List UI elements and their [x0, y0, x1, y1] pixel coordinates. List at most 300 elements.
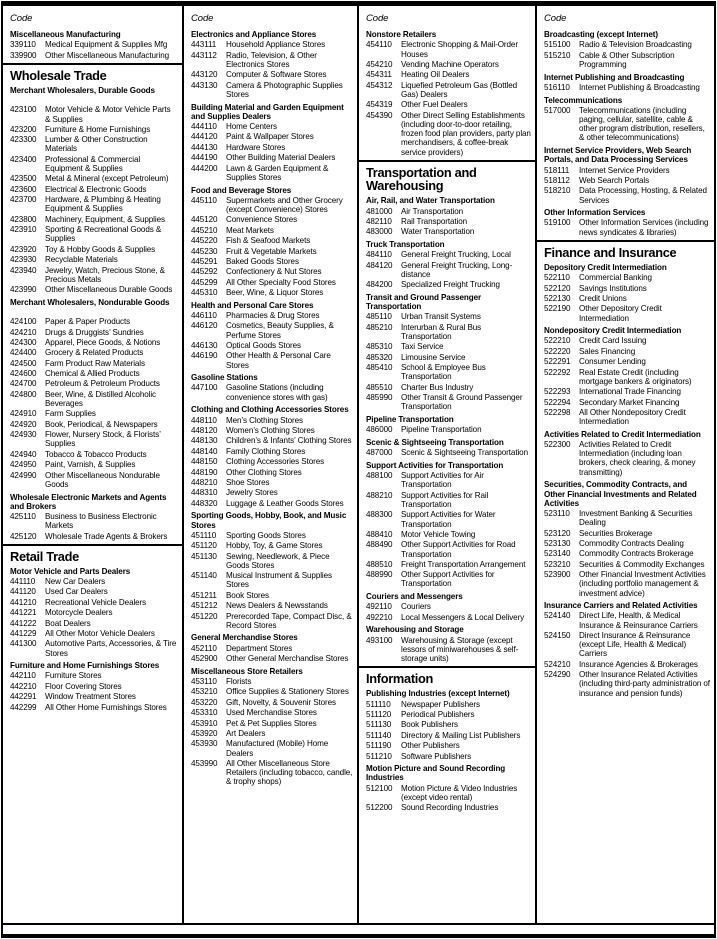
subsection-heading: Sporting Goods, Hobby, Book, and Music Stores — [191, 511, 347, 530]
code-entry — [544, 387, 710, 396]
entry-code: 423200 — [10, 124, 37, 134]
code-entry — [366, 261, 531, 279]
entry-description: Baked Goods Stores — [226, 256, 299, 266]
entry-code: 523210 — [544, 559, 571, 569]
entry-description: Beer, Wine, & Liquor Stores — [226, 288, 324, 298]
code-entry — [366, 227, 531, 236]
code-entry — [544, 218, 710, 236]
entry-code: 517000 — [544, 105, 571, 115]
entry-code: 339900 — [10, 50, 37, 60]
code-entry — [10, 215, 178, 224]
code-entry — [191, 257, 353, 266]
code-entry — [366, 342, 531, 351]
code-entry — [191, 383, 353, 401]
entry-description: Window Treatment Stores — [45, 692, 136, 702]
entry-description: Used Merchandise Stores — [226, 708, 317, 718]
code-entry — [191, 341, 353, 350]
entry-description: Farm Product Raw Materials — [45, 358, 145, 368]
entry-description: Other Health & Personal Care Stores — [226, 351, 331, 370]
code-entry — [10, 619, 178, 628]
entry-description: Jewelry, Watch, Precious Stone, & Precious Metals — [45, 265, 165, 284]
entry-description: Luggage & Leather Goods Stores — [226, 498, 344, 508]
entry-code: 512100 — [366, 783, 393, 793]
entry-code: 441222 — [10, 618, 37, 628]
subsection-heading: Nondepository Credit Intermediation — [544, 326, 682, 336]
entry-code: 511130 — [366, 720, 392, 730]
codes-page — [1, 1, 716, 938]
entry-description: Liquefied Petroleum Gas (Bottled Gas) Dealers — [401, 80, 518, 99]
entry-description: Pet & Pet Supplies Stores — [226, 718, 317, 728]
entry-code: 522294 — [544, 397, 571, 407]
entry-code: 443120 — [191, 70, 218, 80]
entry-code: 339110 — [10, 40, 36, 50]
entry-code: 445110 — [191, 195, 217, 205]
entry-description: All Other Nondepository Credit Intermediation — [579, 407, 686, 427]
entry-description: Gift, Novelty, & Souvenir Stores — [226, 697, 337, 707]
entry-description: Petroleum & Petroleum Products — [45, 379, 160, 389]
entry-description: Other Transit & Ground Passenger Transportation — [401, 393, 523, 412]
subsection-heading: Publishing Industries (except Internet) — [366, 689, 510, 699]
code-entry — [10, 285, 178, 294]
code-entry — [10, 420, 178, 429]
code-entry — [544, 166, 710, 175]
code-entry — [366, 70, 531, 79]
entry-code: 441120 — [10, 587, 36, 597]
entry-code: 424400 — [10, 348, 37, 358]
entry-description: Other Miscellaneous Durable Goods — [45, 285, 173, 295]
entry-code: 485310 — [366, 342, 393, 352]
entry-description: Other Building Material Dealers — [226, 153, 336, 163]
subsection-heading: Support Activities for Transportation — [366, 460, 504, 470]
code-entry — [544, 529, 710, 538]
code-entry — [10, 460, 178, 469]
code-entry — [191, 81, 353, 99]
entry-description: Sporting & Recreational Goods & Supplies — [45, 225, 162, 244]
code-entry — [191, 499, 353, 508]
entry-description: School & Employee Bus Transportation — [401, 363, 486, 382]
entry-code: 445220 — [191, 236, 218, 246]
code-entry — [191, 164, 353, 182]
entry-description: Paper & Paper Products — [45, 317, 131, 327]
code-entry — [191, 531, 353, 540]
entry-description: Directory & Mailing List Publishers — [401, 730, 521, 740]
code-entry — [366, 393, 531, 411]
entry-description: Office Supplies & Stationery Stores — [226, 687, 349, 697]
entry-description: Other Financial Investment Activities (including portfolio management & investment advice) — [579, 570, 706, 598]
code-entry — [366, 613, 531, 622]
entry-code: 448320 — [191, 498, 218, 508]
entry-description: Internet Publishing & Broadcasting — [579, 82, 700, 92]
entry-code: 448110 — [191, 415, 217, 425]
code-entry — [544, 273, 710, 282]
entry-code: 445299 — [191, 277, 218, 287]
sector-heading: Finance and Insurance — [544, 244, 677, 260]
code-entry — [191, 70, 353, 79]
subsection-heading: Couriers and Messengers — [366, 592, 463, 602]
entry-description: Metal & Mineral (except Petroleum) — [45, 174, 169, 184]
entry-code: 451130 — [191, 551, 217, 561]
code-entry — [366, 425, 531, 434]
entry-description: Specialized Freight Trucking — [401, 280, 500, 290]
entry-description: News Dealers & Newsstands — [226, 601, 328, 611]
entry-code: 454210 — [366, 60, 393, 69]
entry-code: 482110 — [366, 217, 392, 227]
code-entry — [10, 174, 178, 183]
code-entry — [366, 510, 531, 528]
code-entry — [10, 512, 178, 530]
entry-code: 522300 — [544, 440, 571, 450]
entry-code: 423990 — [10, 285, 37, 295]
entry-description: All Other Motor Vehicle Dealers — [45, 628, 155, 638]
entry-code: 424940 — [10, 449, 37, 459]
code-entry — [366, 250, 531, 259]
code-entry — [10, 225, 178, 243]
entry-code: 448210 — [191, 477, 218, 487]
entry-code: 423930 — [10, 255, 37, 265]
subsection-heading: Pipeline Transportation — [366, 415, 454, 425]
code-entry — [191, 51, 353, 69]
entry-code: 485990 — [366, 393, 393, 403]
entry-description: Support Activities for Air Transportation — [401, 471, 484, 490]
entry-code: 446130 — [191, 340, 218, 350]
entry-code: 441300 — [10, 639, 37, 649]
entry-description: Local Messengers & Local Delivery — [401, 612, 525, 622]
entry-code: 485320 — [366, 352, 393, 362]
code-entry — [544, 570, 710, 598]
entry-code: 488990 — [366, 570, 393, 580]
code-entry — [191, 416, 353, 425]
code-entry — [544, 560, 710, 569]
subsection-heading: Internet Service Providers, Web Search Portals, and Data Processing Services — [544, 146, 692, 165]
entry-description: Boat Dealers — [45, 618, 91, 628]
section-divider — [3, 544, 182, 546]
code-entry — [10, 587, 178, 596]
entry-code: 446110 — [191, 311, 217, 320]
entry-description: Support Activities for Water Transportation — [401, 510, 496, 529]
code-entry — [191, 153, 353, 162]
subsection-heading: Wholesale Electronic Markets and Agents and Brokers — [10, 492, 167, 511]
code-entry — [366, 491, 531, 509]
code-entry — [366, 803, 531, 812]
code-entry — [366, 540, 531, 558]
entry-code: 512200 — [366, 803, 393, 813]
code-entry — [191, 601, 353, 610]
entry-code: 423500 — [10, 174, 37, 184]
code-entry — [191, 591, 353, 600]
entry-description: Jewelry Stores — [226, 488, 278, 498]
code-entry — [191, 321, 353, 339]
sector-heading: Transportation and Warehousing — [366, 164, 477, 194]
entry-description: Other General Merchandise Stores — [226, 654, 349, 664]
entry-description: Motorcycle Dealers — [45, 608, 113, 618]
entry-code: 442110 — [10, 671, 36, 681]
column-2 — [184, 6, 359, 923]
code-entry — [366, 530, 531, 539]
entry-code: 424950 — [10, 460, 37, 470]
entry-code: 486000 — [366, 425, 393, 435]
entry-description: All Other Home Furnishings Stores — [45, 702, 167, 712]
entry-description: Pipeline Transportation — [401, 425, 482, 435]
code-entry — [10, 532, 178, 541]
entry-description: Newspaper Publishers — [401, 699, 480, 709]
entry-code: 424100 — [10, 317, 37, 327]
entry-description: All Other Miscellaneous Store Retailers (including tobacco, candle, & trophy shops) — [226, 758, 353, 787]
code-entry — [10, 577, 178, 586]
entry-description: Charter Bus Industry — [401, 382, 474, 392]
entry-code: 523130 — [544, 538, 571, 548]
entry-code: 453990 — [191, 758, 218, 768]
subsection-heading: Securities, Commodity Contracts, and Other Financial Investments and Related Activities — [544, 480, 697, 508]
entry-code: 424210 — [10, 327, 37, 337]
entry-code: 424700 — [10, 379, 37, 389]
entry-code: 524140 — [544, 611, 571, 621]
entry-description: All Other Specialty Food Stores — [226, 277, 336, 287]
code-entry — [191, 351, 353, 369]
code-entry — [191, 488, 353, 497]
entry-description: Meat Markets — [226, 225, 274, 235]
code-entry — [191, 541, 353, 550]
code-entry — [10, 359, 178, 368]
entry-code: 424920 — [10, 419, 37, 429]
code-entry — [191, 552, 353, 570]
entry-description: Web Search Portals — [579, 175, 650, 185]
code-entry — [191, 288, 353, 297]
entry-code: 451140 — [191, 571, 217, 581]
entry-code: 453210 — [191, 687, 218, 697]
entry-code: 445291 — [191, 256, 218, 266]
entry-code: 453220 — [191, 697, 218, 707]
entry-description: Sporting Goods Stores — [226, 530, 306, 540]
code-column-header: Code — [191, 13, 214, 24]
code-entry — [191, 478, 353, 487]
code-entry — [191, 729, 353, 738]
entry-code: 423920 — [10, 244, 37, 254]
entry-description: Electronic Shopping & Mail-Order Houses — [401, 40, 518, 59]
entry-code: 443112 — [191, 50, 217, 60]
entry-description: Book Publishers — [401, 720, 458, 730]
code-column-header: Code — [544, 13, 567, 24]
entry-code: 485410 — [366, 363, 393, 373]
entry-description: Machinery, Equipment, & Supplies — [45, 214, 165, 224]
code-entry — [366, 60, 531, 69]
entry-description: Water Transportation — [401, 227, 475, 237]
entry-code: 454311 — [366, 70, 392, 80]
entry-description: General Freight Trucking, Local — [401, 250, 511, 260]
code-entry — [366, 720, 531, 729]
entry-description: Credit Unions — [579, 293, 627, 303]
entry-description: Secondary Market Financing — [579, 397, 680, 407]
entry-code: 424990 — [10, 470, 37, 480]
entry-code: 453910 — [191, 718, 218, 728]
entry-description: Other Publishers — [401, 741, 460, 751]
code-entry — [191, 247, 353, 256]
entry-description: Electrical & Electronic Goods — [45, 184, 147, 194]
code-entry — [10, 155, 178, 173]
entry-description: Radio & Television Broadcasting — [579, 40, 692, 50]
entry-code: 442299 — [10, 702, 37, 712]
entry-code: 451110 — [191, 530, 217, 540]
entry-description: Periodical Publishers — [401, 709, 475, 719]
entry-description: Air Transportation — [401, 206, 464, 216]
entry-description: Musical Instrument & Supplies Stores — [226, 571, 332, 590]
subsection-heading: Electronics and Appliance Stores — [191, 30, 317, 40]
code-entry — [191, 40, 353, 49]
code-entry — [544, 368, 710, 386]
entry-description: Manufactured (Mobile) Home Dealers — [226, 739, 329, 758]
code-entry — [366, 731, 531, 740]
entry-code: 518210 — [544, 186, 571, 196]
entry-description: Securities & Commodity Exchanges — [579, 559, 705, 569]
entry-description: Automotive Parts, Accessories, & Tire Stores — [45, 639, 177, 658]
entry-description: Recreational Vehicle Dealers — [45, 597, 147, 607]
entry-code: 445210 — [191, 225, 218, 235]
subsection-heading: Building Material and Garden Equipment and Supplies Dealers — [191, 102, 344, 121]
entry-description: Other Fuel Dealers — [401, 100, 468, 110]
entry-code: 423910 — [10, 225, 37, 235]
entry-description: Grocery & Related Products — [45, 348, 144, 358]
entry-description: Motion Picture & Video Industries (except video rental) — [401, 783, 518, 802]
entry-code: 425110 — [10, 511, 36, 521]
code-entry — [10, 369, 178, 378]
subsection-heading: Food and Beverage Stores — [191, 185, 292, 195]
subsection-heading: Merchant Wholesalers, Nondurable Goods — [10, 297, 170, 307]
code-entry — [366, 741, 531, 750]
code-entry — [544, 670, 710, 698]
code-entry — [10, 450, 178, 459]
entry-description: Interurban & Rural Bus Transportation — [401, 322, 482, 342]
code-entry — [544, 408, 710, 426]
entry-code: 451220 — [191, 611, 218, 621]
entry-code: 518111 — [544, 165, 570, 175]
entry-description: Motor Vehicle & Motor Vehicle Parts & Supplies — [45, 105, 171, 124]
code-entry — [191, 739, 353, 757]
entry-code: 425120 — [10, 531, 37, 541]
entry-description: Medical Equipment & Supplies Mfg — [45, 40, 168, 50]
subsection-heading: Health and Personal Care Stores — [191, 300, 314, 310]
entry-description: Professional & Commercial Equipment & Supplies — [45, 154, 141, 174]
code-entry — [366, 217, 531, 226]
entry-code: 423800 — [10, 214, 37, 224]
entry-description: Vending Machine Operators — [401, 60, 499, 69]
entry-description: Commercial Banking — [579, 273, 652, 283]
entry-description: Camera & Photographic Supplies Stores — [226, 80, 343, 99]
code-entry — [10, 105, 178, 123]
code-entry — [191, 436, 353, 445]
entry-description: Other Information Services (including news syndicates & libraries) — [579, 218, 709, 237]
entry-code: 516110 — [544, 82, 570, 92]
entry-description: Floor Covering Stores — [45, 681, 122, 691]
code-entry — [10, 682, 178, 691]
code-entry — [191, 236, 353, 245]
code-entry — [191, 278, 353, 287]
section-divider — [537, 240, 714, 242]
code-entry — [191, 311, 353, 320]
code-entry — [544, 40, 710, 49]
entry-code: 524210 — [544, 659, 571, 669]
entry-code: 424800 — [10, 389, 37, 399]
entry-description: Sales Financing — [579, 346, 636, 356]
code-entry — [10, 692, 178, 701]
entry-code: 484200 — [366, 280, 393, 290]
entry-code: 511140 — [366, 730, 392, 740]
entry-code: 448140 — [191, 446, 218, 456]
entry-code: 515100 — [544, 40, 571, 50]
code-entry — [10, 328, 178, 337]
entry-description: Family Clothing Stores — [226, 446, 306, 456]
code-entry — [191, 687, 353, 696]
entry-description: Other Miscellaneous Manufacturing — [45, 50, 170, 60]
entry-description: Other Direct Selling Establishments (including door-to-door retailing, frozen food plan providers, party plan merchandisers, & coffee-break service providers) — [401, 110, 531, 157]
entry-description: New Car Dealers — [45, 577, 106, 586]
entry-code: 424300 — [10, 337, 37, 347]
entry-description: Sound Recording Industries — [401, 803, 499, 813]
entry-code: 454110 — [366, 40, 392, 50]
entry-code: 519100 — [544, 218, 571, 228]
code-entry — [191, 612, 353, 630]
entry-description: Recyclable Materials — [45, 255, 118, 265]
code-entry — [366, 323, 531, 341]
code-entry — [366, 81, 531, 99]
entry-code: 492210 — [366, 612, 393, 622]
code-entry — [191, 457, 353, 466]
entry-code: 454312 — [366, 80, 393, 90]
column-3 — [359, 6, 537, 923]
entry-code: 515210 — [544, 50, 571, 60]
entry-code: 424600 — [10, 369, 37, 379]
entry-code: 522120 — [544, 283, 571, 293]
code-entry — [544, 284, 710, 293]
entry-code: 523110 — [544, 508, 570, 518]
entry-description: Consumer Lending — [579, 357, 646, 367]
entry-code: 488410 — [366, 529, 393, 539]
entry-description: Telecommunications (including paging, cellular, satellite, cable & other program distribution, resellers, & other telecommunications) — [579, 105, 705, 143]
entry-code: 453110 — [191, 676, 217, 686]
entry-code: 522220 — [544, 346, 571, 356]
subsection-heading: General Merchandise Stores — [191, 633, 298, 643]
entry-code: 522291 — [544, 357, 571, 367]
code-entry — [191, 654, 353, 663]
entry-description: Savings Institutions — [579, 283, 647, 293]
subsection-heading: Insurance Carriers and Related Activities — [544, 601, 698, 611]
entry-code: 445230 — [191, 246, 218, 256]
entry-description: Wholesale Trade Agents & Brokers — [45, 531, 168, 541]
entry-code: 487000 — [366, 448, 393, 458]
code-entry — [10, 629, 178, 638]
entry-code: 448120 — [191, 425, 218, 435]
entry-code: 454390 — [366, 110, 393, 120]
entry-code: 441210 — [10, 597, 37, 607]
code-entry — [366, 40, 531, 58]
entry-description: Household Appliance Stores — [226, 40, 326, 50]
entry-description: Other Support Activities for Transportation — [401, 570, 495, 589]
entry-description: Department Stores — [226, 643, 293, 653]
code-entry — [191, 571, 353, 589]
entry-description: Software Publishers — [401, 751, 472, 761]
subsection-heading: Truck Transportation — [366, 240, 445, 250]
subsection-heading: Depository Credit Intermediation — [544, 262, 667, 272]
entry-description: Support Activities for Rail Transportation — [401, 490, 489, 509]
code-entry — [191, 677, 353, 686]
entry-description: Radio, Television, & Other Electronics Stores — [226, 50, 317, 69]
code-entry — [191, 759, 353, 787]
code-entry — [10, 125, 178, 134]
entry-code: 523120 — [544, 528, 571, 538]
column-1 — [3, 6, 184, 923]
code-entry — [191, 267, 353, 276]
entry-description: International Trade Financing — [579, 387, 681, 397]
entry-code: 444200 — [191, 163, 218, 173]
section-divider — [3, 63, 182, 65]
